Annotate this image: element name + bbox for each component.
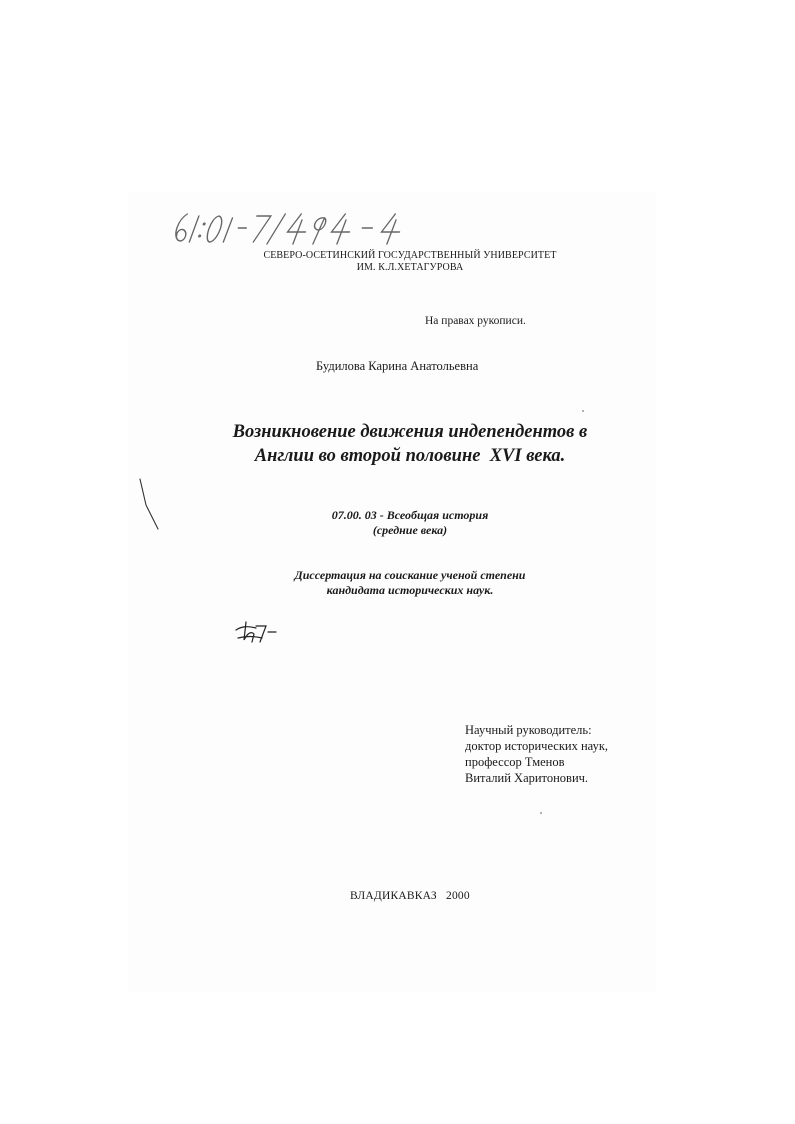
city-and-year: ВЛАДИКАВКАЗ 2000 (350, 890, 470, 902)
degree-statement (240, 568, 580, 598)
archive-number-icon (166, 206, 435, 246)
specialty-line-2: (средние века) (372, 523, 448, 537)
university-name: СЕВЕРО-ОСЕТИНСКИЙ ГОСУДАРСТВЕННЫЙ УНИВЕРСИТЕТ (263, 250, 557, 261)
degree-line-2: кандидата исторических наук. (326, 583, 494, 597)
supervisor-position: профессор Тменов (465, 755, 565, 769)
title-line-1: Возникновение движения индепендентов в (232, 422, 588, 442)
scan-speck (540, 812, 542, 814)
university-namesake: ИМ. К.Л.ХЕТАГУРОВА (356, 262, 464, 273)
supervisor-block (465, 722, 608, 786)
dissertation-title (200, 420, 620, 468)
archive-number-handwritten (165, 206, 435, 253)
specialty-line-1: 07.00. 03 - Всеобщая история (331, 508, 489, 522)
scan-speck (582, 410, 584, 412)
supervisor-degree: доктор исторических наук, (465, 739, 609, 753)
signature-icon (232, 616, 292, 648)
margin-pen-mark-icon (136, 475, 166, 535)
supervisor-label: Научный руководитель: (465, 723, 592, 737)
manuscript-rights-note: На правах рукописи. (425, 315, 526, 327)
supervisor-name: Виталий Харитонович. (465, 771, 589, 785)
degree-line-1: Диссертация на соискание ученой степени (294, 568, 526, 582)
author-name: Будилова Карина Анатольевна (316, 359, 479, 373)
specialty-code (260, 508, 560, 538)
university-header (250, 250, 570, 274)
title-line-2: Англии во второй половине XVI века. (254, 446, 566, 466)
